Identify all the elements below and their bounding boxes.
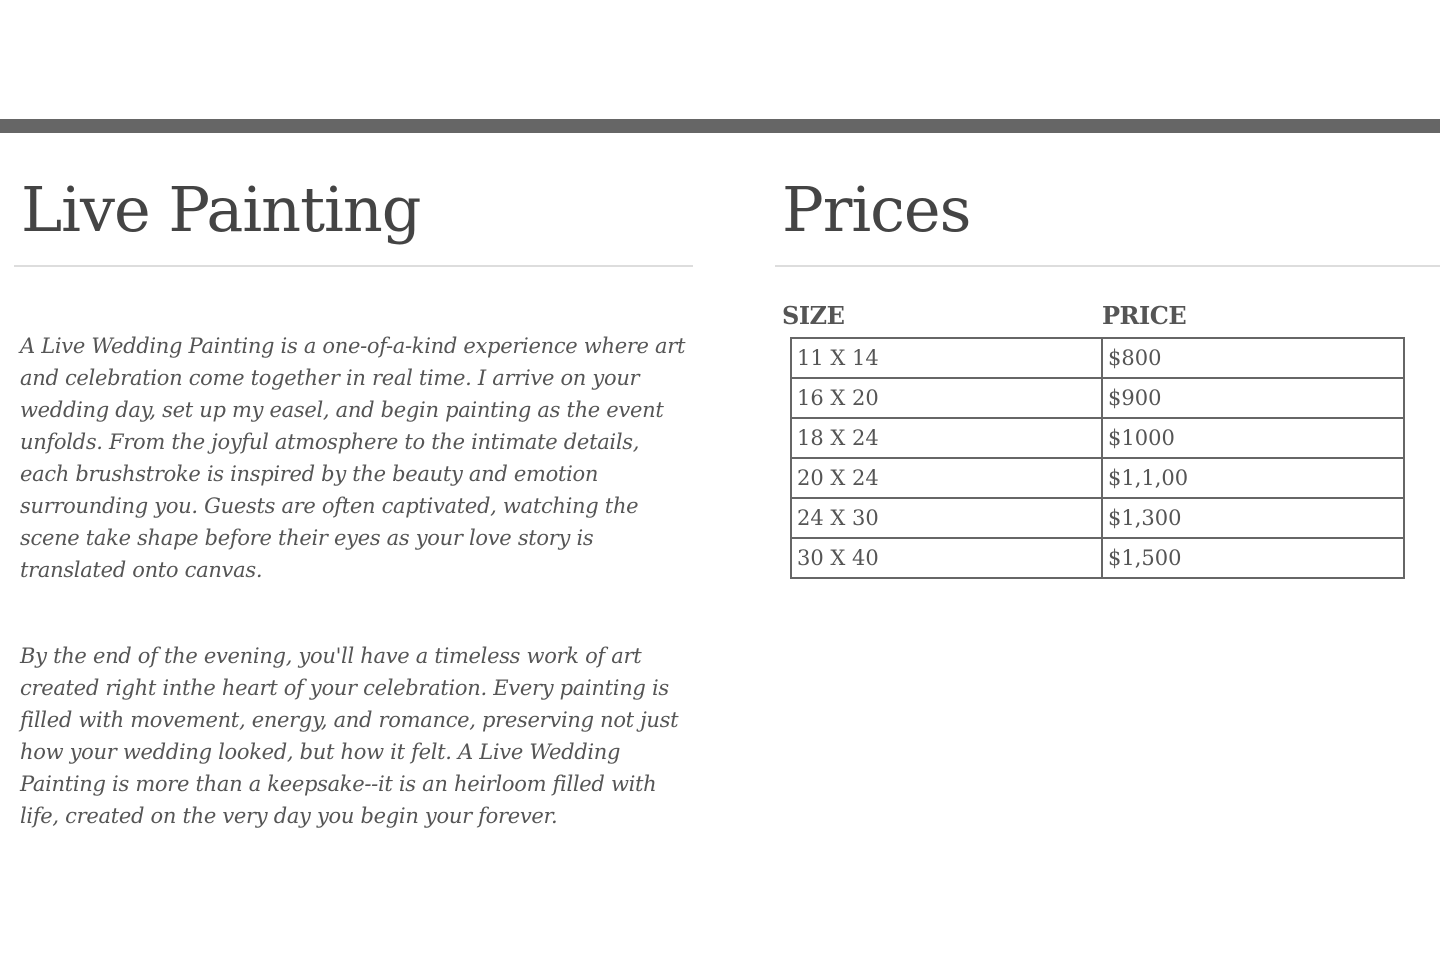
size-column-header: SIZE bbox=[782, 301, 845, 330]
live-painting-section bbox=[14, 133, 693, 832]
size-cell: 24 X 30 bbox=[791, 498, 1102, 538]
table-row bbox=[791, 418, 1404, 458]
price-cell: $800 bbox=[1102, 338, 1404, 378]
price-cell: $1,500 bbox=[1102, 538, 1404, 578]
top-divider-bar bbox=[0, 119, 1440, 133]
prices-section bbox=[775, 133, 1440, 570]
size-cell: 18 X 24 bbox=[791, 418, 1102, 458]
description-paragraph-1: A Live Wedding Painting is a one-of-a-kind experience where art and celebration come together in real time. I arrive on your wedding day, set up my easel, and begin painting as the event unfolds. From the joyful atmosphere to the intimate details, each brushstroke is inspired by the beauty and emotion surrounding you. Guests are often captivated, watching the scene take shape before their eyes as your love story is translated onto canvas. bbox=[20, 334, 686, 582]
table-row bbox=[791, 458, 1404, 498]
price-column-header: PRICE bbox=[1102, 301, 1187, 330]
table-row bbox=[791, 498, 1404, 538]
price-table bbox=[790, 337, 1405, 579]
size-cell: 16 X 20 bbox=[791, 378, 1102, 418]
size-cell: 20 X 24 bbox=[791, 458, 1102, 498]
price-cell: $1,300 bbox=[1102, 498, 1404, 538]
price-cell: $900 bbox=[1102, 378, 1404, 418]
description-paragraph-2: By the end of the evening, you'll have a timeless work of art created right inthe heart of your celebration. Every painting is filled with movement, energy, and romance, preserving not just how your wedding looked, but how it felt. A Live Wedding Painting is more than a keepsake--it is an heirloom filled with life, created on the very day you begin your forever. bbox=[20, 644, 679, 828]
price-cell: $1000 bbox=[1102, 418, 1404, 458]
price-cell: $1,1,00 bbox=[1102, 458, 1404, 498]
prices-heading: Prices bbox=[775, 133, 1440, 267]
size-cell: 30 X 40 bbox=[791, 538, 1102, 578]
table-row bbox=[791, 538, 1404, 578]
size-cell: 11 X 14 bbox=[791, 338, 1102, 378]
table-row bbox=[791, 338, 1404, 378]
price-table-header bbox=[775, 301, 1440, 341]
live-painting-heading: Live Painting bbox=[14, 133, 693, 267]
table-row bbox=[791, 378, 1404, 418]
